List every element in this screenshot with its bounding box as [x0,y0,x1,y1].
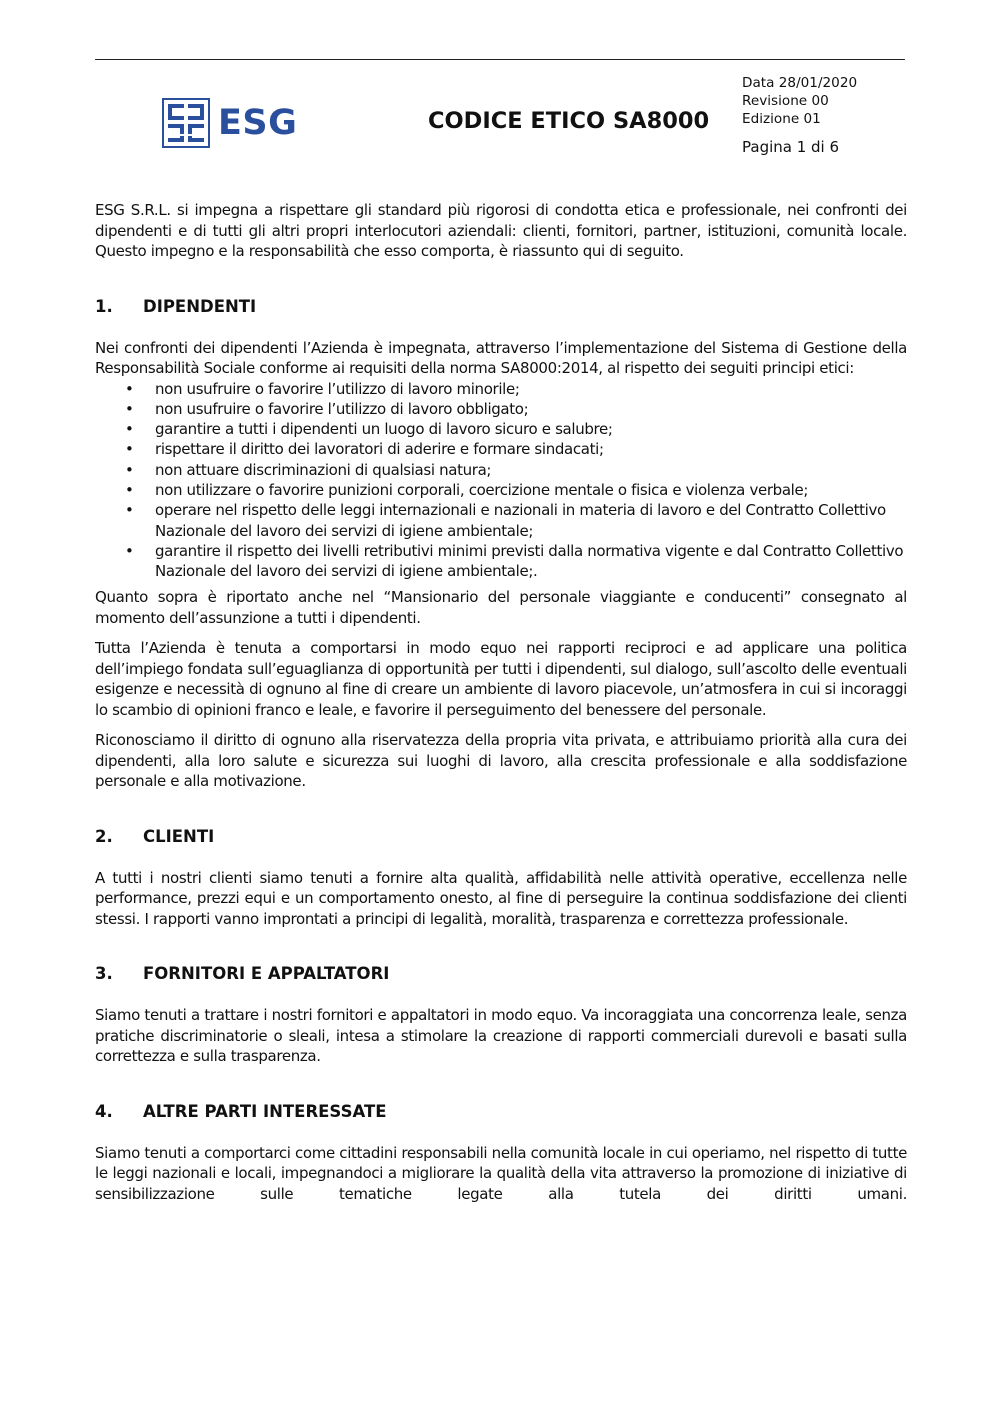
section-title: ALTRE PARTI INTERESSATE [143,1101,387,1121]
meta-page: Pagina 1 di 6 [742,138,840,156]
header-rule [95,59,905,60]
section-paragraph: Siamo tenuti a comportarci come cittadini responsabili nella comunità locale in cui operiamo, nel rispetto di tutte le leggi nazionali e locali, impegnandoci a migliorare la qualità della vita attraverso la promozione di iniziative di sensibilizzazione sulle tematiche legate alla tutela dei diritti umani. [95,1143,907,1203]
list-item: • rispettare il diritto dei lavoratori di aderire e formare sindacati; [125,440,604,459]
section-heading-fornitori [95,963,907,985]
esg-logo-icon [162,98,210,148]
document-body [95,200,907,1204]
list-item: • operare nel rispetto delle leggi internazionali e nazionali in materia di lavoro e del Contratto Collettivo Nazionale del lavoro dei servizi di igiene ambientale; [125,501,886,540]
section-paragraph: Tutta l’Azienda è tenuta a comportarsi in modo equo nei rapporti reciproci e ad applicare una politica dell’impiego fondata sull’eguaglianza di opportunità per tutti i dipendenti, sul dialogo, sull’ascolto delle eventuali esigenze e necessità di ognuno al fine di creare un ambiente di lavoro piacevole, un’atmosfera in cui si incoraggi lo scambio di opinioni franco e leale, e favorire il perseguimento del benessere del personale. [95,639,907,719]
list-item: • garantire il rispetto dei livelli retributivi minimi previsti dalla normativa vigente e dal Contratto Collettivo Nazionale del lavoro dei servizi di igiene ambientale;. [125,541,904,581]
document-title: CODICE ETICO SA8000 [428,108,710,134]
section-number: 1. [95,296,113,316]
list-item: • non attuare discriminazioni di qualsiasi natura; [125,460,492,479]
list-item: • garantire a tutti i dipendenti un luogo di lavoro sicuro e salubre; [125,420,613,439]
section-title: DIPENDENTI [143,296,257,316]
esg-logo [162,98,297,148]
section-paragraph: Riconosciamo il diritto di ognuno alla riservatezza della propria vita privata, e attribuiamo priorità alla cura dei dipendenti, alla loro salute e sicurezza sui luoghi di lavoro, alla crescita professionale e alla soddisfazione personale e alla motivazione. [95,731,907,791]
principles-list [95,379,907,582]
section-number: 4. [95,1101,113,1121]
section-paragraph: Siamo tenuti a trattare i nostri fornitori e appaltatori in modo equo. Va incoraggiata una concorrenza leale, senza pratiche discriminatorie o sleali, intesa a stimolare la creazione di rapporti commerciali durevoli e basati sulla correttezza e sulla trasparenza. [95,1006,907,1066]
section-title: FORNITORI E APPALTATORI [143,964,390,984]
logo-text: ESG [218,102,298,143]
meta-revision: Revisione 00 [742,93,829,109]
list-item: • non utilizzare o favorire punizioni corporali, coercizione mentale o fisica e violenza verbale; [125,480,809,499]
section-heading-altre-parti [95,1101,907,1123]
intro-paragraph: ESG S.R.L. si impegna a rispettare gli standard più rigorosi di condotta etica e professionale, nei confronti dei dipendenti e di tutti gli altri propri interlocutori aziendali: clienti, fornitori, partner, istituzioni, comunità locale. Questo impegno e la responsabilità che esso comporta, è riassunto qui di seguito. [95,201,907,260]
section-paragraph: Quanto sopra è riportato anche nel “Mansionario del personale viaggiante e conducenti” consegnato al momento dell’assunzione a tutti i dipendenti. [95,588,907,627]
list-item: • non usufruire o favorire l’utilizzo di lavoro obbligato; [125,399,529,418]
section-heading-dipendenti [95,296,907,318]
section-lead: Nei confronti dei dipendenti l’Azienda è impegnata, attraverso l’implementazione del Sistema di Gestione della Responsabilità Sociale conforme ai requisiti della norma SA8000:2014, al rispetto dei seguiti principi etici: [95,338,907,377]
meta-edition: Edizione 01 [742,111,821,127]
section-paragraph: A tutti i nostri clienti siamo tenuti a fornire alta qualità, affidabilità nelle attività operative, eccellenza nelle performance, prezzi equi e un comportamento onesto, al fine di perseguire la continua soddisfazione dei clienti stessi. I rapporti vanno improntati a principi di legalità, moralità, trasparenza e correttezza professionale. [95,868,907,928]
meta-date: Data 28/01/2020 [742,75,858,91]
section-title: CLIENTI [143,826,215,846]
section-number: 3. [95,964,113,984]
list-item: • non usufruire o favorire l’utilizzo di lavoro minorile; [125,379,520,398]
document-meta [742,74,857,156]
section-heading-clienti [95,826,907,848]
section-number: 2. [95,826,113,846]
